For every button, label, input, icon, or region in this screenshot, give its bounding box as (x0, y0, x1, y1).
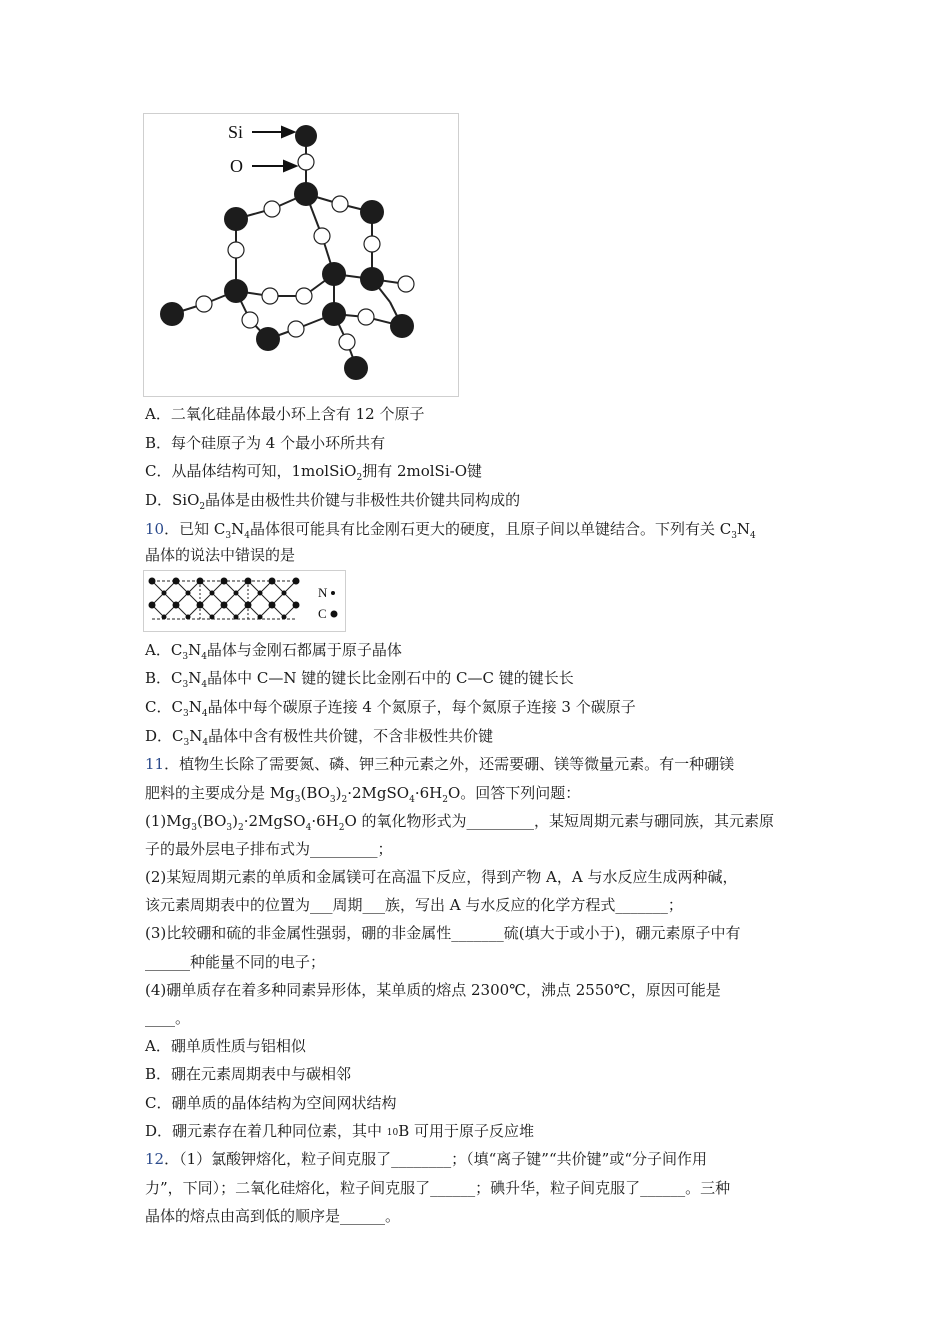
legend-c-dot (331, 611, 338, 618)
legend-n-dot (331, 591, 335, 595)
q9-option-b: B．每个硅原子为 4 个最小环所共有 (145, 434, 386, 452)
q11-part3-line1: (3)比较硼和硫的非金属性强弱，硼的非金属性_______硫(填大于或小于)，硼元素原子中有 (145, 924, 741, 942)
q9-option-d: D．SiO$_2$晶体是由极性共价键与非极性共价键共同构成的 (145, 491, 521, 512)
q11-part4-line2: ____。 (145, 1009, 191, 1027)
q10-option-d: D．$C_3N_4$晶体中含有极性共价键，不含非极性共价键 (145, 727, 494, 748)
q9-option-a: A．二氧化硅晶体最小环上含有 12 个原子 (145, 405, 425, 423)
q11-part1-line1: $(1)Mg_3(BO_3)_2\cdot 2MgSO_4\cdot 6H_2O$ 的氧化物形式为_________，某短周期元素与硼同族，其元素原 (145, 812, 775, 833)
q11-stem-line1: 11．植物生长除了需要氮、磷、钾三种元素之外，还需要硼、镁等微量元素。有一种硼镁 (145, 755, 735, 773)
q12-line3: 晶体的熔点由高到低的顺序是______。 (145, 1207, 401, 1225)
q11-part3-line2: ______种能量不同的电子； (145, 953, 326, 971)
q11-part2-line2: 该元素周期表中的位置为___周期___族，写出 A 与水反应的化学方程式_______； (145, 896, 683, 914)
legend-n-label: N (318, 585, 328, 600)
q11-part2-line1: (2)某短周期元素的单质和金属镁可在高温下反应，得到产物 A，A 与水反应生成两种碱， (145, 868, 738, 886)
o-label: O (230, 156, 243, 176)
q12-line1: 12．（1）氯酸钾熔化，粒子间克服了________；（填“离子键”“共价键”或“分子间作用 (145, 1150, 707, 1168)
c3n4-structure-figure (143, 570, 346, 632)
q10-stem-line2: 晶体的说法中错误的是 (145, 546, 296, 564)
q11-option-a: A．硼单质性质与铝相似 (145, 1037, 306, 1055)
q11-option-c: C．硼单质的晶体结构为空间网状结构 (145, 1094, 397, 1112)
question-number: 10 (145, 520, 165, 538)
isotope-mass-number: 10 (386, 1128, 399, 1138)
q11-stem-line2: 肥料的主要成分是 $Mg_3(BO_3)_2\cdot 2MgSO_4\cdot 6H_2O$。回答下列问题： (145, 784, 581, 805)
q11-option-b: B．硼在元素周期表中与碳相邻 (145, 1065, 352, 1083)
q12-line2: 力”，下同）；二氧化硅熔化，粒子间克服了______；碘升华，粒子间克服了______。三种 (145, 1179, 731, 1197)
sio2-structure-figure (143, 113, 459, 397)
legend-c-label: C (318, 606, 327, 621)
si-label: Si (228, 122, 244, 142)
q11-option-d: D．硼元素存在着几种同位素，其中 10B 可用于原子反应堆 (145, 1122, 535, 1140)
q10-option-c: C．$C_3N_4$晶体中每个碳原子连接 4 个氮原子，每个氮原子连接 3 个碳原子 (145, 698, 636, 719)
q11-part1-line2: 子的最外层电子排布式为_________； (145, 840, 393, 858)
q11-part4-line1: (4)硼单质存在着多种同素异形体，某单质的熔点 2300℃，沸点 2550℃，原因可能是 (145, 981, 721, 999)
q10-option-a: A．$C_3N_4$晶体与金刚石都属于原子晶体 (145, 641, 402, 662)
q9-option-c: C．从晶体结构可知，1molSiO$_2$拥有 2molSi-O键 (145, 462, 482, 483)
c3n4-structure-diagram (144, 571, 345, 631)
q10-stem-line1: 10．已知 $C_3N_4$晶体很可能具有比金刚石更大的硬度，且原子间以单键结合。下列有关 $C_3N_4$ (145, 520, 756, 541)
sio2-structure-diagram (144, 114, 458, 396)
q10-option-b: B．$C_3N_4$晶体中 C—N 键的键长比金刚石中的 C—C 键的键长长 (145, 669, 574, 690)
question-number: 11 (145, 755, 165, 773)
question-number: 12 (145, 1150, 165, 1168)
